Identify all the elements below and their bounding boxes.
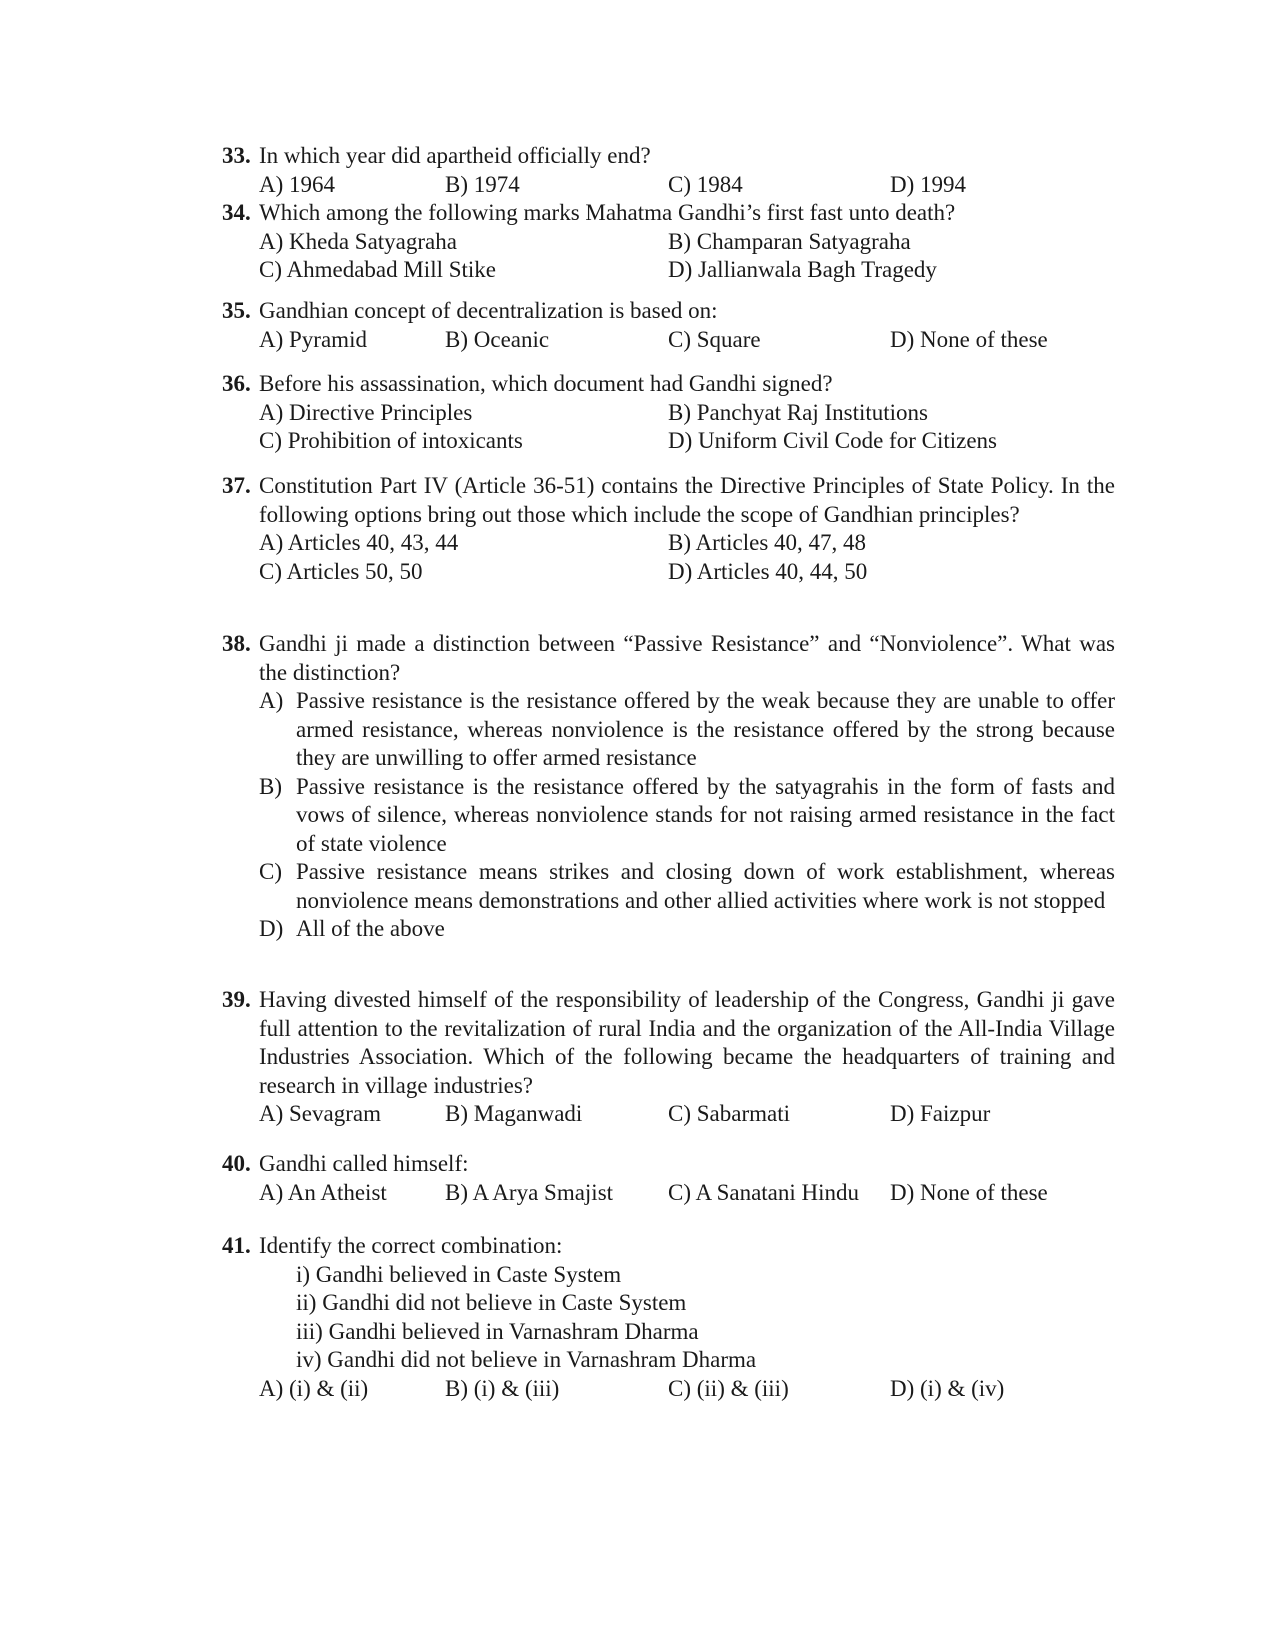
question-33 bbox=[222, 142, 1115, 199]
question-number: 36. bbox=[222, 371, 251, 396]
option-c: C) Sabarmati bbox=[668, 1101, 790, 1126]
option-b bbox=[259, 773, 1115, 859]
question-36 bbox=[222, 370, 1115, 456]
statement-3: iii) Gandhi believed in Varnashram Dharma bbox=[296, 1318, 699, 1344]
option-c: C) 1984 bbox=[668, 171, 743, 197]
question-35 bbox=[222, 297, 1115, 354]
options-row bbox=[259, 558, 1115, 587]
options-row bbox=[259, 1100, 1115, 1129]
question-number: 33. bbox=[222, 143, 251, 168]
option-d: D) 1994 bbox=[890, 171, 967, 197]
question-text: Gandhi called himself: bbox=[259, 1151, 469, 1176]
option-b: B) Articles 40, 47, 48 bbox=[668, 530, 867, 555]
question-text: In which year did apartheid officially end? bbox=[259, 143, 651, 168]
option-d: D) Uniform Civil Code for Citizens bbox=[668, 428, 997, 453]
question-number: 40. bbox=[222, 1151, 251, 1176]
statement-2: ii) Gandhi did not believe in Caste System bbox=[296, 1290, 687, 1315]
option-text: All of the above bbox=[296, 916, 445, 941]
option-text: Passive resistance is the resistance offered by the satyagrahis in the form of fasts and vows of silence, whereas nonviolence stands for not raising armed resistance in the fact of state violence bbox=[296, 773, 1115, 856]
option-c: C) A Sanatani Hindu bbox=[668, 1179, 860, 1205]
option-a: A) Articles 40, 43, 44 bbox=[259, 530, 459, 555]
question-number: 38. bbox=[222, 631, 251, 656]
options-row bbox=[259, 1375, 1115, 1404]
option-a: A) 1964 bbox=[259, 171, 336, 197]
option-d: D) Faizpur bbox=[890, 1101, 991, 1126]
options-row bbox=[259, 1179, 1115, 1208]
option-a: A) Pyramid bbox=[259, 326, 367, 352]
option-c: C) Ahmedabad Mill Stike bbox=[259, 257, 497, 282]
option-label: A) bbox=[259, 688, 284, 713]
question-39 bbox=[222, 986, 1115, 1129]
option-b: B) A Arya Smajist bbox=[445, 1179, 614, 1205]
option-b: B) (i) & (iii) bbox=[445, 1375, 560, 1401]
statement-4: iv) Gandhi did not believe in Varnashram Dharma bbox=[296, 1347, 757, 1372]
option-d: D) None of these bbox=[890, 326, 1048, 352]
question-text: Gandhian concept of decentralization is based on: bbox=[259, 298, 718, 323]
options-row bbox=[259, 427, 1115, 456]
option-a: A) Sevagram bbox=[259, 1101, 381, 1126]
question-number: 39. bbox=[222, 987, 251, 1012]
option-c: C) Articles 50, 50 bbox=[259, 558, 423, 584]
question-text: Constitution Part IV (Article 36-51) contains the Directive Principles of State Policy. In the following options bring out those which include the scope of Gandhian principles? bbox=[259, 473, 1115, 527]
option-a: A) Kheda Satyagraha bbox=[259, 228, 457, 254]
option-a: A) (i) & (ii) bbox=[259, 1375, 369, 1401]
option-b: B) Maganwadi bbox=[445, 1101, 583, 1126]
option-d: D) (i) & (iv) bbox=[890, 1375, 1005, 1401]
option-d: D) None of these bbox=[890, 1179, 1048, 1205]
option-c: C) Square bbox=[668, 326, 761, 352]
option-a: A) An Atheist bbox=[259, 1179, 387, 1205]
option-a: A) Directive Principles bbox=[259, 399, 473, 425]
option-label: B) bbox=[259, 773, 282, 799]
statement-1: i) Gandhi believed in Caste System bbox=[296, 1261, 622, 1287]
options-row bbox=[259, 529, 1115, 558]
question-text: Before his assassination, which document had Gandhi signed? bbox=[259, 371, 833, 396]
option-d bbox=[259, 915, 1115, 944]
options-row bbox=[259, 171, 1115, 200]
option-text: Passive resistance means strikes and closing down of work establishment, whereas nonviolence means demonstrations and other allied activities where work is not stopped bbox=[296, 859, 1115, 913]
question-number: 34. bbox=[222, 200, 251, 225]
question-number: 35. bbox=[222, 298, 251, 323]
question-37 bbox=[222, 472, 1115, 586]
option-b: B) Champaran Satyagraha bbox=[668, 228, 911, 254]
question-40 bbox=[222, 1150, 1115, 1207]
question-38 bbox=[222, 630, 1115, 944]
options-row bbox=[259, 399, 1115, 428]
options-row bbox=[259, 256, 1115, 285]
options-row bbox=[259, 326, 1115, 355]
question-34 bbox=[222, 199, 1115, 285]
question-text: Gandhi ji made a distinction between “Passive Resistance” and “Nonviolence”. What was the distinction? bbox=[259, 631, 1115, 685]
option-b: B) Oceanic bbox=[445, 326, 550, 352]
option-c: C) Prohibition of intoxicants bbox=[259, 428, 523, 453]
option-b: B) Panchyat Raj Institutions bbox=[668, 399, 929, 425]
option-label: D) bbox=[259, 916, 284, 941]
question-text: Identify the correct combination: bbox=[259, 1233, 563, 1258]
option-c bbox=[259, 858, 1115, 915]
question-number: 37. bbox=[222, 473, 251, 498]
question-41 bbox=[222, 1232, 1115, 1403]
option-a bbox=[259, 687, 1115, 773]
options-row bbox=[259, 228, 1115, 257]
question-text: Having divested himself of the responsibility of leadership of the Congress, Gandhi ji gave full attention to the revitalization of rural India and the organization of the All-India Village Industries Association. Which of the following became the headquarters of training and research in village industries? bbox=[259, 987, 1115, 1098]
question-number: 41. bbox=[222, 1233, 251, 1258]
option-c: C) (ii) & (iii) bbox=[668, 1375, 789, 1401]
option-text: Passive resistance is the resistance offered by the weak because they are unable to offer armed resistance, whereas nonviolence is the resistance offered by the strong because they are unwilling to offer armed resistance bbox=[296, 688, 1115, 770]
option-b: B) 1974 bbox=[445, 171, 520, 197]
option-d: D) Jallianwala Bagh Tragedy bbox=[668, 257, 937, 282]
question-text: Which among the following marks Mahatma Gandhi’s first fast unto death? bbox=[259, 200, 956, 225]
option-label: C) bbox=[259, 859, 282, 884]
option-d: D) Articles 40, 44, 50 bbox=[668, 558, 868, 584]
